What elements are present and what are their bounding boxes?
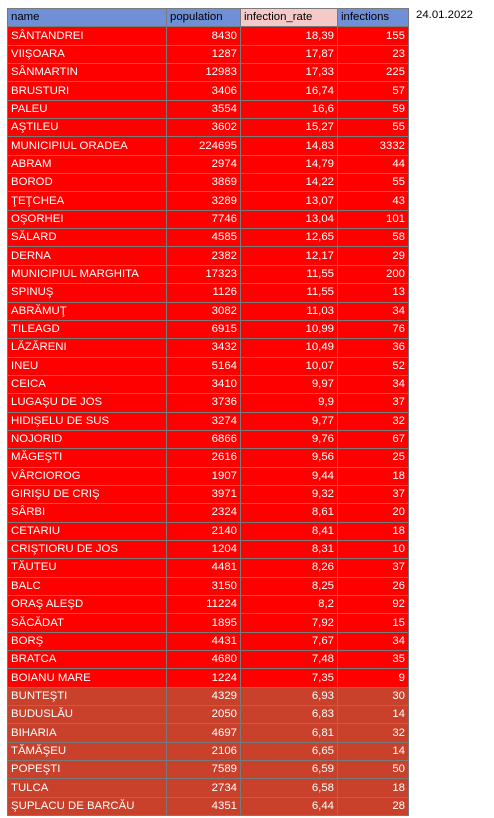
table-row bbox=[8, 119, 409, 137]
cell-name[interactable]: ABRAM bbox=[8, 155, 167, 173]
table-row bbox=[8, 45, 409, 63]
table-row bbox=[8, 522, 409, 540]
cell-population[interactable]: 3406 bbox=[167, 82, 241, 100]
cell-population[interactable]: 12983 bbox=[167, 64, 241, 82]
cell-infection-rate[interactable]: 8,25 bbox=[241, 577, 338, 595]
cell-population[interactable]: 3150 bbox=[167, 577, 241, 595]
table-row bbox=[8, 82, 409, 100]
cell-infection-rate[interactable]: 6,58 bbox=[241, 779, 338, 797]
cell-name[interactable]: MĂGEŞTI bbox=[8, 449, 167, 467]
cell-infection-rate[interactable]: 16,6 bbox=[241, 100, 338, 118]
table-row bbox=[8, 485, 409, 503]
table-row bbox=[8, 430, 409, 448]
cell-infection-rate[interactable]: 17,87 bbox=[241, 45, 338, 63]
cell-population[interactable]: 2974 bbox=[167, 155, 241, 173]
table-row bbox=[8, 174, 409, 192]
table-body bbox=[8, 9, 409, 816]
cell-infection-rate[interactable]: 8,31 bbox=[241, 540, 338, 558]
cell-infections[interactable]: 92 bbox=[338, 596, 409, 614]
cell-name[interactable]: LUGAŞU DE JOS bbox=[8, 394, 167, 412]
table-row bbox=[8, 742, 409, 760]
cell-infection-rate[interactable]: 7,35 bbox=[241, 669, 338, 687]
cell-name[interactable]: MUNICIPIUL ORADEA bbox=[8, 137, 167, 155]
cell-population[interactable]: 3274 bbox=[167, 412, 241, 430]
cell-population[interactable]: 3289 bbox=[167, 192, 241, 210]
cell-infection-rate[interactable]: 16,74 bbox=[241, 82, 338, 100]
cell-infections[interactable]: 101 bbox=[338, 210, 409, 228]
cell-infection-rate[interactable]: 7,92 bbox=[241, 614, 338, 632]
cell-name[interactable]: TĂUTEU bbox=[8, 559, 167, 577]
cell-population[interactable]: 2616 bbox=[167, 449, 241, 467]
table-row bbox=[8, 761, 409, 779]
header-name[interactable]: name bbox=[8, 9, 167, 27]
cell-population[interactable]: 2106 bbox=[167, 742, 241, 760]
cell-infection-rate[interactable]: 9,9 bbox=[241, 394, 338, 412]
cell-name[interactable]: BORŞ bbox=[8, 632, 167, 650]
cell-infection-rate[interactable]: 12,17 bbox=[241, 247, 338, 265]
cell-name[interactable]: LĂZĂRENI bbox=[8, 339, 167, 357]
table-row bbox=[8, 375, 409, 393]
cell-infection-rate[interactable]: 6,81 bbox=[241, 724, 338, 742]
cell-name[interactable]: BOIANU MARE bbox=[8, 669, 167, 687]
cell-infection-rate[interactable]: 9,77 bbox=[241, 412, 338, 430]
cell-name[interactable]: TULCA bbox=[8, 779, 167, 797]
cell-population[interactable]: 4697 bbox=[167, 724, 241, 742]
cell-infection-rate[interactable]: 6,65 bbox=[241, 742, 338, 760]
table-row bbox=[8, 614, 409, 632]
cell-infections[interactable]: 58 bbox=[338, 229, 409, 247]
cell-infections[interactable]: 34 bbox=[338, 375, 409, 393]
cell-infection-rate[interactable]: 8,41 bbox=[241, 522, 338, 540]
cell-infections[interactable]: 23 bbox=[338, 45, 409, 63]
cell-infections[interactable]: 18 bbox=[338, 467, 409, 485]
cell-infections[interactable]: 225 bbox=[338, 64, 409, 82]
table-row bbox=[8, 284, 409, 302]
table-row bbox=[8, 247, 409, 265]
cell-infection-rate[interactable]: 10,07 bbox=[241, 357, 338, 375]
cell-infection-rate[interactable]: 9,76 bbox=[241, 430, 338, 448]
cell-name[interactable]: AŞTILEU bbox=[8, 119, 167, 137]
cell-infections[interactable]: 67 bbox=[338, 430, 409, 448]
cell-population[interactable]: 3410 bbox=[167, 375, 241, 393]
cell-name[interactable]: CEICA bbox=[8, 375, 167, 393]
cell-infections[interactable]: 10 bbox=[338, 540, 409, 558]
cell-population[interactable]: 4680 bbox=[167, 651, 241, 669]
cell-infections[interactable]: 44 bbox=[338, 155, 409, 173]
table-row bbox=[8, 265, 409, 283]
cell-population[interactable]: 6866 bbox=[167, 430, 241, 448]
cell-population[interactable]: 4585 bbox=[167, 229, 241, 247]
cell-name[interactable]: BUNTEŞTI bbox=[8, 687, 167, 705]
table-row bbox=[8, 27, 409, 45]
cell-infections[interactable]: 29 bbox=[338, 247, 409, 265]
header-infection-rate[interactable]: infection_rate bbox=[241, 9, 338, 27]
cell-population[interactable]: 2140 bbox=[167, 522, 241, 540]
cell-population[interactable]: 7746 bbox=[167, 210, 241, 228]
cell-infection-rate[interactable]: 14,83 bbox=[241, 137, 338, 155]
table-row bbox=[8, 394, 409, 412]
table-row bbox=[8, 596, 409, 614]
cell-name[interactable]: TILEAGD bbox=[8, 320, 167, 338]
table-row bbox=[8, 797, 409, 815]
cell-infections[interactable]: 18 bbox=[338, 522, 409, 540]
cell-infections[interactable]: 14 bbox=[338, 742, 409, 760]
cell-infections[interactable]: 155 bbox=[338, 27, 409, 45]
cell-infections[interactable]: 15 bbox=[338, 614, 409, 632]
cell-infections[interactable]: 13 bbox=[338, 284, 409, 302]
cell-name[interactable]: POPEŞTI bbox=[8, 761, 167, 779]
cell-name[interactable]: TĂMĂŞEU bbox=[8, 742, 167, 760]
table-row bbox=[8, 706, 409, 724]
cell-name[interactable]: BOROD bbox=[8, 174, 167, 192]
cell-population[interactable]: 4481 bbox=[167, 559, 241, 577]
table-row bbox=[8, 302, 409, 320]
cell-population[interactable]: 1224 bbox=[167, 669, 241, 687]
cell-population[interactable]: 2324 bbox=[167, 504, 241, 522]
cell-name[interactable]: INEU bbox=[8, 357, 167, 375]
cell-infections[interactable]: 43 bbox=[338, 192, 409, 210]
cell-infections[interactable]: 30 bbox=[338, 687, 409, 705]
cell-infection-rate[interactable]: 7,67 bbox=[241, 632, 338, 650]
cell-population[interactable]: 17323 bbox=[167, 265, 241, 283]
cell-infection-rate[interactable]: 6,93 bbox=[241, 687, 338, 705]
cell-population[interactable]: 2734 bbox=[167, 779, 241, 797]
cell-infections[interactable]: 200 bbox=[338, 265, 409, 283]
cell-infections[interactable]: 55 bbox=[338, 174, 409, 192]
cell-infection-rate[interactable]: 7,48 bbox=[241, 651, 338, 669]
cell-population[interactable]: 8430 bbox=[167, 27, 241, 45]
table-row bbox=[8, 449, 409, 467]
cell-infections[interactable]: 14 bbox=[338, 706, 409, 724]
table-row bbox=[8, 339, 409, 357]
cell-population[interactable]: 11224 bbox=[167, 596, 241, 614]
cell-infections[interactable]: 35 bbox=[338, 651, 409, 669]
cell-population[interactable]: 224695 bbox=[167, 137, 241, 155]
cell-name[interactable]: SĂLARD bbox=[8, 229, 167, 247]
cell-population[interactable]: 3082 bbox=[167, 302, 241, 320]
cell-population[interactable]: 5164 bbox=[167, 357, 241, 375]
cell-infections[interactable]: 55 bbox=[338, 119, 409, 137]
cell-infections[interactable]: 18 bbox=[338, 779, 409, 797]
cell-population[interactable]: 3554 bbox=[167, 100, 241, 118]
cell-infection-rate[interactable]: 13,04 bbox=[241, 210, 338, 228]
cell-infection-rate[interactable]: 6,59 bbox=[241, 761, 338, 779]
date-label: 24.01.2022 bbox=[416, 9, 474, 21]
table-row bbox=[8, 504, 409, 522]
cell-name[interactable]: GIRIŞU DE CRIŞ bbox=[8, 485, 167, 503]
cell-infections[interactable]: 9 bbox=[338, 669, 409, 687]
cell-infection-rate[interactable]: 10,49 bbox=[241, 339, 338, 357]
cell-infection-rate[interactable]: 11,03 bbox=[241, 302, 338, 320]
table-row bbox=[8, 467, 409, 485]
cell-infections[interactable]: 59 bbox=[338, 100, 409, 118]
cell-infection-rate[interactable]: 8,2 bbox=[241, 596, 338, 614]
cell-name[interactable]: BRATCA bbox=[8, 651, 167, 669]
cell-infection-rate[interactable]: 12,65 bbox=[241, 229, 338, 247]
table-row bbox=[8, 651, 409, 669]
cell-name[interactable]: MUNICIPIUL MARGHITA bbox=[8, 265, 167, 283]
cell-name[interactable]: SPINUŞ bbox=[8, 284, 167, 302]
table-row bbox=[8, 357, 409, 375]
cell-population[interactable]: 4329 bbox=[167, 687, 241, 705]
table-row bbox=[8, 412, 409, 430]
cell-infection-rate[interactable]: 9,44 bbox=[241, 467, 338, 485]
cell-infection-rate[interactable]: 6,44 bbox=[241, 797, 338, 815]
cell-name[interactable]: BRUSTURI bbox=[8, 82, 167, 100]
table-row bbox=[8, 137, 409, 155]
cell-name[interactable]: CETARIU bbox=[8, 522, 167, 540]
cell-name[interactable]: ABRĂMUŢ bbox=[8, 302, 167, 320]
cell-population[interactable]: 1204 bbox=[167, 540, 241, 558]
cell-infection-rate[interactable]: 8,26 bbox=[241, 559, 338, 577]
cell-population[interactable]: 1895 bbox=[167, 614, 241, 632]
cell-population[interactable]: 3971 bbox=[167, 485, 241, 503]
cell-infections[interactable]: 37 bbox=[338, 559, 409, 577]
cell-name[interactable]: BUDUSLĂU bbox=[8, 706, 167, 724]
cell-infection-rate[interactable]: 15,27 bbox=[241, 119, 338, 137]
cell-name[interactable]: ORAŞ ALEŞD bbox=[8, 596, 167, 614]
cell-infections[interactable]: 37 bbox=[338, 485, 409, 503]
cell-population[interactable]: 3736 bbox=[167, 394, 241, 412]
cell-name[interactable]: BALC bbox=[8, 577, 167, 595]
cell-infection-rate[interactable]: 9,97 bbox=[241, 375, 338, 393]
cell-infections[interactable]: 52 bbox=[338, 357, 409, 375]
cell-name[interactable]: CRIŞTIORU DE JOS bbox=[8, 540, 167, 558]
cell-infections[interactable]: 26 bbox=[338, 577, 409, 595]
cell-infections[interactable]: 37 bbox=[338, 394, 409, 412]
table-row bbox=[8, 687, 409, 705]
cell-name[interactable]: BIHARIA bbox=[8, 724, 167, 742]
cell-population[interactable]: 3869 bbox=[167, 174, 241, 192]
table-row bbox=[8, 229, 409, 247]
cell-name[interactable]: ŢEŢCHEA bbox=[8, 192, 167, 210]
data-table bbox=[7, 8, 409, 816]
table-row bbox=[8, 64, 409, 82]
cell-population[interactable]: 3432 bbox=[167, 339, 241, 357]
cell-infections[interactable]: 76 bbox=[338, 320, 409, 338]
cell-population[interactable]: 2382 bbox=[167, 247, 241, 265]
cell-population[interactable]: 4351 bbox=[167, 797, 241, 815]
cell-population[interactable]: 1126 bbox=[167, 284, 241, 302]
table-row bbox=[8, 192, 409, 210]
cell-name[interactable]: DERNA bbox=[8, 247, 167, 265]
header-row bbox=[8, 9, 409, 27]
cell-name[interactable]: VÂRCIOROG bbox=[8, 467, 167, 485]
cell-infection-rate[interactable]: 9,32 bbox=[241, 485, 338, 503]
table-row bbox=[8, 632, 409, 650]
cell-name[interactable]: SÂRBI bbox=[8, 504, 167, 522]
header-infections[interactable]: infections bbox=[338, 9, 409, 27]
cell-infections[interactable]: 20 bbox=[338, 504, 409, 522]
cell-infections[interactable]: 3332 bbox=[338, 137, 409, 155]
cell-infections[interactable]: 25 bbox=[338, 449, 409, 467]
cell-infection-rate[interactable]: 14,22 bbox=[241, 174, 338, 192]
cell-infection-rate[interactable]: 14,79 bbox=[241, 155, 338, 173]
cell-infection-rate[interactable]: 9,56 bbox=[241, 449, 338, 467]
table-row bbox=[8, 155, 409, 173]
cell-population[interactable]: 3602 bbox=[167, 119, 241, 137]
table-row bbox=[8, 320, 409, 338]
cell-population[interactable]: 6915 bbox=[167, 320, 241, 338]
cell-name[interactable]: NOJORID bbox=[8, 430, 167, 448]
cell-name[interactable]: ŞUPLACU DE BARCĂU bbox=[8, 797, 167, 815]
cell-infection-rate[interactable]: 17,33 bbox=[241, 64, 338, 82]
cell-population[interactable]: 7589 bbox=[167, 761, 241, 779]
cell-population[interactable]: 1287 bbox=[167, 45, 241, 63]
cell-infections[interactable]: 32 bbox=[338, 724, 409, 742]
cell-infections[interactable]: 32 bbox=[338, 412, 409, 430]
cell-name[interactable]: SĂCĂDAT bbox=[8, 614, 167, 632]
cell-name[interactable]: SÂNMARTIN bbox=[8, 64, 167, 82]
cell-infection-rate[interactable]: 6,83 bbox=[241, 706, 338, 724]
cell-name[interactable]: OŞORHEI bbox=[8, 210, 167, 228]
header-population[interactable]: population bbox=[167, 9, 241, 27]
cell-infection-rate[interactable]: 13,07 bbox=[241, 192, 338, 210]
table-row bbox=[8, 210, 409, 228]
cell-population[interactable]: 2050 bbox=[167, 706, 241, 724]
cell-infection-rate[interactable]: 10,99 bbox=[241, 320, 338, 338]
cell-population[interactable]: 4431 bbox=[167, 632, 241, 650]
cell-infections[interactable]: 57 bbox=[338, 82, 409, 100]
table-row bbox=[8, 540, 409, 558]
table-row bbox=[8, 669, 409, 687]
table-row bbox=[8, 559, 409, 577]
cell-infections[interactable]: 28 bbox=[338, 797, 409, 815]
cell-population[interactable]: 1907 bbox=[167, 467, 241, 485]
table-row bbox=[8, 779, 409, 797]
cell-infections[interactable]: 34 bbox=[338, 632, 409, 650]
cell-name[interactable]: HIDIŞELU DE SUS bbox=[8, 412, 167, 430]
cell-infections[interactable]: 34 bbox=[338, 302, 409, 320]
cell-name[interactable]: SÂNTANDREI bbox=[8, 27, 167, 45]
cell-infection-rate[interactable]: 8,61 bbox=[241, 504, 338, 522]
cell-infection-rate[interactable]: 18,39 bbox=[241, 27, 338, 45]
table-row bbox=[8, 577, 409, 595]
cell-infection-rate[interactable]: 11,55 bbox=[241, 265, 338, 283]
table-row bbox=[8, 100, 409, 118]
cell-name[interactable]: PALEU bbox=[8, 100, 167, 118]
table-row bbox=[8, 724, 409, 742]
cell-infections[interactable]: 50 bbox=[338, 761, 409, 779]
cell-infections[interactable]: 36 bbox=[338, 339, 409, 357]
cell-name[interactable]: VIIŞOARA bbox=[8, 45, 167, 63]
cell-infection-rate[interactable]: 11,55 bbox=[241, 284, 338, 302]
